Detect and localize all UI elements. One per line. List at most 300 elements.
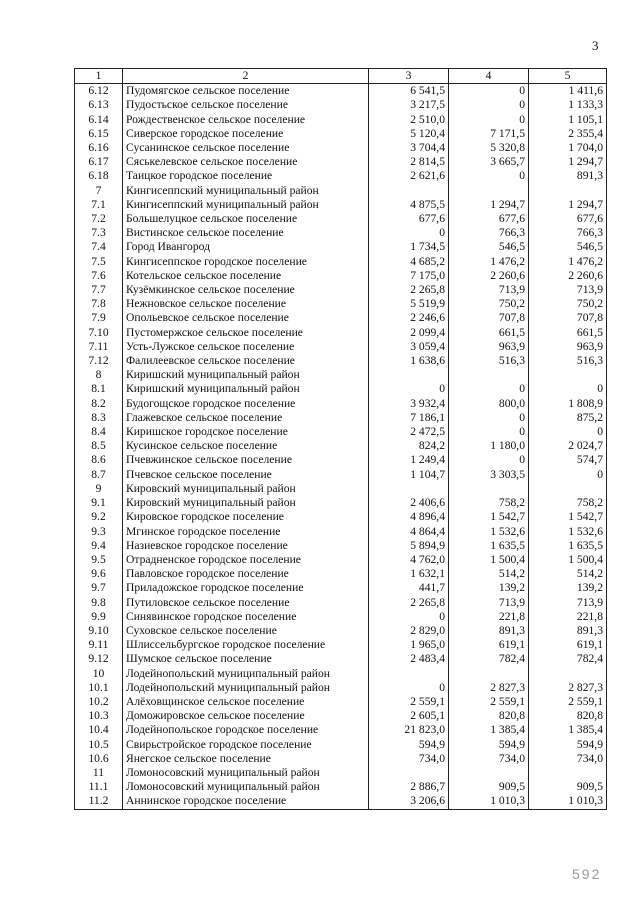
row-number: 9.2 <box>75 510 123 524</box>
row-number: 7.9 <box>75 311 123 325</box>
value-col-3: 3 206,6 <box>369 794 449 809</box>
row-number: 7.7 <box>75 283 123 297</box>
municipality-name: Пудомягское сельское поселение <box>123 84 369 99</box>
row-number: 7.3 <box>75 226 123 240</box>
row-number: 6.17 <box>75 155 123 169</box>
municipality-name: Сусанинское сельское поселение <box>123 141 369 155</box>
value-col-3: 441,7 <box>369 581 449 595</box>
header-cell: 1 <box>75 69 123 84</box>
value-col-5: 1 476,2 <box>529 255 607 269</box>
value-col-4: 766,3 <box>449 226 529 240</box>
value-col-4 <box>449 766 529 780</box>
row-number: 9.3 <box>75 525 123 539</box>
value-col-5: 1 010,3 <box>529 794 607 809</box>
value-col-4: 0 <box>449 98 529 112</box>
value-col-4: 516,3 <box>449 354 529 368</box>
row-number: 7.6 <box>75 269 123 283</box>
municipality-name: Киришский муниципальный район <box>123 368 369 382</box>
value-col-5: 1 635,5 <box>529 539 607 553</box>
municipality-name: Ломоносовский муниципальный район <box>123 766 369 780</box>
table-row <box>75 226 607 240</box>
value-col-5: 0 <box>529 425 607 439</box>
row-number: 7.5 <box>75 255 123 269</box>
value-col-4: 1 385,4 <box>449 723 529 737</box>
municipality-name: Нежновское сельское поселение <box>123 297 369 311</box>
value-col-3: 5 894,9 <box>369 539 449 553</box>
value-col-4: 1 532,6 <box>449 525 529 539</box>
value-col-5: 713,9 <box>529 596 607 610</box>
value-col-4: 1 010,3 <box>449 794 529 809</box>
row-number: 6.15 <box>75 127 123 141</box>
value-col-3: 4 864,4 <box>369 525 449 539</box>
table-row <box>75 723 607 737</box>
row-number: 11.1 <box>75 780 123 794</box>
table-row <box>75 482 607 496</box>
row-number: 9.1 <box>75 496 123 510</box>
value-col-5: 1 105,1 <box>529 113 607 127</box>
value-col-5: 2 827,3 <box>529 681 607 695</box>
value-col-5: 1 808,9 <box>529 397 607 411</box>
municipality-name: Рождественское сельское поселение <box>123 113 369 127</box>
value-col-3: 1 965,0 <box>369 638 449 652</box>
municipality-name: Будогощское городское поселение <box>123 397 369 411</box>
row-number: 10.3 <box>75 709 123 723</box>
municipality-name: Пустомержское сельское поселение <box>123 326 369 340</box>
value-col-3: 2 265,8 <box>369 596 449 610</box>
municipality-name: Назиевское городское поселение <box>123 539 369 553</box>
municipality-name: Синявинское городское поселение <box>123 610 369 624</box>
row-number: 7.2 <box>75 212 123 226</box>
value-col-5: 750,2 <box>529 297 607 311</box>
value-col-4: 707,8 <box>449 311 529 325</box>
municipality-name: Кировский муниципальный район <box>123 482 369 496</box>
table-row <box>75 155 607 169</box>
municipality-name: Сяськелевское сельское поселение <box>123 155 369 169</box>
value-col-3: 7 175,0 <box>369 269 449 283</box>
table-row <box>75 397 607 411</box>
table-row <box>75 624 607 638</box>
table-row <box>75 127 607 141</box>
municipality-name: Суховское сельское поселение <box>123 624 369 638</box>
value-col-5: 1 133,3 <box>529 98 607 112</box>
table-row <box>75 695 607 709</box>
municipality-name: Киришское городское поселение <box>123 425 369 439</box>
table-row <box>75 354 607 368</box>
municipality-name: Шумское сельское поселение <box>123 652 369 666</box>
municipality-name: Лодейнопольский муниципальный район <box>123 667 369 681</box>
table-row <box>75 525 607 539</box>
municipality-name: Кировское городское поселение <box>123 510 369 524</box>
municipality-name: Сиверское городское поселение <box>123 127 369 141</box>
row-number: 9.6 <box>75 567 123 581</box>
row-number: 8.3 <box>75 411 123 425</box>
municipality-name: Приладожское городское поселение <box>123 581 369 595</box>
table-row <box>75 297 607 311</box>
page-number: 3 <box>592 38 599 53</box>
municipality-name: Киришский муниципальный район <box>123 382 369 396</box>
value-col-3: 1 734,5 <box>369 240 449 254</box>
value-col-5: 758,2 <box>529 496 607 510</box>
value-col-4: 1 500,4 <box>449 553 529 567</box>
table-row <box>75 255 607 269</box>
value-col-4: 0 <box>449 84 529 99</box>
value-col-5 <box>529 368 607 382</box>
municipality-name: Аннинское городское поселение <box>123 794 369 809</box>
table-row <box>75 340 607 354</box>
header-cell: 3 <box>369 69 449 84</box>
municipality-name: Доможировское сельское поселение <box>123 709 369 723</box>
table-row <box>75 610 607 624</box>
value-col-5: 2 024,7 <box>529 439 607 453</box>
table-row <box>75 269 607 283</box>
value-col-3: 677,6 <box>369 212 449 226</box>
table-row <box>75 752 607 766</box>
table-row <box>75 169 607 183</box>
row-number: 10.6 <box>75 752 123 766</box>
row-number: 9.5 <box>75 553 123 567</box>
table-header-row <box>75 69 607 84</box>
row-number: 9.4 <box>75 539 123 553</box>
value-col-5: 0 <box>529 468 607 482</box>
row-number: 11 <box>75 766 123 780</box>
row-number: 7.12 <box>75 354 123 368</box>
archive-stamp: 592 <box>572 866 602 882</box>
municipality-name: Лодейнопольское городское поселение <box>123 723 369 737</box>
row-number: 10.5 <box>75 738 123 752</box>
value-col-4: 3 303,5 <box>449 468 529 482</box>
row-number: 9.11 <box>75 638 123 652</box>
row-number: 6.13 <box>75 98 123 112</box>
municipality-name: Опольевское сельское поселение <box>123 311 369 325</box>
value-col-3: 2 406,6 <box>369 496 449 510</box>
header-cell: 4 <box>449 69 529 84</box>
table-row <box>75 212 607 226</box>
value-col-4: 2 260,6 <box>449 269 529 283</box>
municipality-name: Фалилеевское сельское поселение <box>123 354 369 368</box>
row-number: 8 <box>75 368 123 382</box>
value-col-4 <box>449 184 529 198</box>
value-col-5: 766,3 <box>529 226 607 240</box>
table-row <box>75 738 607 752</box>
value-col-5: 2 260,6 <box>529 269 607 283</box>
table-row <box>75 638 607 652</box>
municipality-name: Таицкое городское поселение <box>123 169 369 183</box>
value-col-3: 734,0 <box>369 752 449 766</box>
value-col-4: 7 171,5 <box>449 127 529 141</box>
value-col-3: 594,9 <box>369 738 449 752</box>
table-row <box>75 496 607 510</box>
value-col-4: 221,8 <box>449 610 529 624</box>
municipality-name: Кузёмкинское сельское поселение <box>123 283 369 297</box>
value-col-3: 1 249,4 <box>369 453 449 467</box>
value-col-4: 661,5 <box>449 326 529 340</box>
municipality-name: Город Ивангород <box>123 240 369 254</box>
value-col-4 <box>449 368 529 382</box>
municipality-name: Пудостьское сельское поселение <box>123 98 369 112</box>
row-number: 9.12 <box>75 652 123 666</box>
value-col-3: 2 483,4 <box>369 652 449 666</box>
value-col-4: 734,0 <box>449 752 529 766</box>
table-row <box>75 596 607 610</box>
value-col-4: 1 180,0 <box>449 439 529 453</box>
value-col-5: 574,7 <box>529 453 607 467</box>
table-row <box>75 411 607 425</box>
municipality-name: Ломоносовский муниципальный район <box>123 780 369 794</box>
table-row <box>75 382 607 396</box>
value-col-4 <box>449 667 529 681</box>
value-col-4: 677,6 <box>449 212 529 226</box>
value-col-3: 3 704,4 <box>369 141 449 155</box>
value-col-3 <box>369 766 449 780</box>
municipality-name: Большелуцкое сельское поселение <box>123 212 369 226</box>
value-col-5: 1 532,6 <box>529 525 607 539</box>
value-col-3: 3 059,4 <box>369 340 449 354</box>
municipality-name: Кингисеппский муниципальный район <box>123 184 369 198</box>
value-col-3: 2 510,0 <box>369 113 449 127</box>
value-col-4: 820,8 <box>449 709 529 723</box>
row-number: 7.8 <box>75 297 123 311</box>
table-row <box>75 368 607 382</box>
value-col-3 <box>369 482 449 496</box>
value-col-5: 514,2 <box>529 567 607 581</box>
value-col-3: 2 886,7 <box>369 780 449 794</box>
value-col-5: 1 294,7 <box>529 155 607 169</box>
table-row <box>75 468 607 482</box>
table-row <box>75 567 607 581</box>
value-col-3: 2 472,5 <box>369 425 449 439</box>
municipality-name: Кировский муниципальный район <box>123 496 369 510</box>
municipality-name: Кусинское сельское поселение <box>123 439 369 453</box>
municipality-name: Алёховщинское сельское поселение <box>123 695 369 709</box>
municipality-name: Вистинское сельское поселение <box>123 226 369 240</box>
row-number: 11.2 <box>75 794 123 809</box>
value-col-4: 758,2 <box>449 496 529 510</box>
table-row <box>75 553 607 567</box>
value-col-4: 713,9 <box>449 596 529 610</box>
value-col-5: 713,9 <box>529 283 607 297</box>
value-col-3: 4 685,2 <box>369 255 449 269</box>
value-col-5: 619,1 <box>529 638 607 652</box>
value-col-3: 5 120,4 <box>369 127 449 141</box>
value-col-3: 1 638,6 <box>369 354 449 368</box>
value-col-4: 1 542,7 <box>449 510 529 524</box>
value-col-4: 594,9 <box>449 738 529 752</box>
table-row <box>75 240 607 254</box>
value-col-3: 6 541,5 <box>369 84 449 99</box>
table-row <box>75 709 607 723</box>
value-col-5: 891,3 <box>529 169 607 183</box>
header-cell: 2 <box>123 69 369 84</box>
municipality-name: Глажевское сельское поселение <box>123 411 369 425</box>
municipality-name: Мгинское городское поселение <box>123 525 369 539</box>
municipality-name: Янегское сельское поселение <box>123 752 369 766</box>
municipality-name: Пчевское сельское поселение <box>123 468 369 482</box>
table-row <box>75 780 607 794</box>
value-col-4: 0 <box>449 113 529 127</box>
table-row <box>75 198 607 212</box>
table-row <box>75 539 607 553</box>
value-col-5: 677,6 <box>529 212 607 226</box>
row-number: 10.4 <box>75 723 123 737</box>
value-col-5: 820,8 <box>529 709 607 723</box>
value-col-5 <box>529 667 607 681</box>
value-col-3: 1 104,7 <box>369 468 449 482</box>
row-number: 8.4 <box>75 425 123 439</box>
value-col-5: 875,2 <box>529 411 607 425</box>
value-col-3: 2 265,8 <box>369 283 449 297</box>
municipality-name: Котельское сельское поселение <box>123 269 369 283</box>
row-number: 8.6 <box>75 453 123 467</box>
table-row <box>75 652 607 666</box>
value-col-4: 2 559,1 <box>449 695 529 709</box>
value-col-3: 0 <box>369 610 449 624</box>
value-col-5: 1 294,7 <box>529 198 607 212</box>
table-row <box>75 141 607 155</box>
value-col-5: 139,2 <box>529 581 607 595</box>
table-row <box>75 510 607 524</box>
municipality-name: Отрадненское городское поселение <box>123 553 369 567</box>
row-number: 8.1 <box>75 382 123 396</box>
value-col-3: 2 246,6 <box>369 311 449 325</box>
row-number: 9 <box>75 482 123 496</box>
value-col-4: 782,4 <box>449 652 529 666</box>
value-col-5: 516,3 <box>529 354 607 368</box>
table-row <box>75 681 607 695</box>
value-col-3: 2 814,5 <box>369 155 449 169</box>
value-col-3: 4 896,4 <box>369 510 449 524</box>
value-col-5: 1 500,4 <box>529 553 607 567</box>
value-col-4 <box>449 482 529 496</box>
row-number: 6.18 <box>75 169 123 183</box>
value-col-4: 1 294,7 <box>449 198 529 212</box>
table-row <box>75 98 607 112</box>
row-number: 8.5 <box>75 439 123 453</box>
value-col-3: 4 762,0 <box>369 553 449 567</box>
row-number: 7.4 <box>75 240 123 254</box>
municipality-name: Пчевжинское сельское поселение <box>123 453 369 467</box>
value-col-3: 0 <box>369 681 449 695</box>
value-col-5: 963,9 <box>529 340 607 354</box>
municipality-name: Лодейнопольский муниципальный район <box>123 681 369 695</box>
table-row <box>75 667 607 681</box>
value-col-5: 1 385,4 <box>529 723 607 737</box>
table-row <box>75 184 607 198</box>
value-col-4: 619,1 <box>449 638 529 652</box>
value-col-3 <box>369 184 449 198</box>
row-number: 10.2 <box>75 695 123 709</box>
value-col-3: 3 217,5 <box>369 98 449 112</box>
header-cell: 5 <box>529 69 607 84</box>
value-col-5: 891,3 <box>529 624 607 638</box>
value-col-4: 0 <box>449 453 529 467</box>
value-col-4: 514,2 <box>449 567 529 581</box>
value-col-4: 750,2 <box>449 297 529 311</box>
value-col-5 <box>529 482 607 496</box>
budget-table <box>74 68 607 810</box>
value-col-3 <box>369 368 449 382</box>
value-col-5: 221,8 <box>529 610 607 624</box>
value-col-4: 909,5 <box>449 780 529 794</box>
value-col-4: 800,0 <box>449 397 529 411</box>
value-col-5 <box>529 184 607 198</box>
row-number: 9.10 <box>75 624 123 638</box>
municipality-name: Кингисеппское городское поселение <box>123 255 369 269</box>
value-col-3: 3 932,4 <box>369 397 449 411</box>
value-col-5: 2 559,1 <box>529 695 607 709</box>
row-number: 7.11 <box>75 340 123 354</box>
value-col-4: 2 827,3 <box>449 681 529 695</box>
value-col-4: 713,9 <box>449 283 529 297</box>
table-row <box>75 453 607 467</box>
value-col-5: 546,5 <box>529 240 607 254</box>
row-number: 10 <box>75 667 123 681</box>
row-number: 8.2 <box>75 397 123 411</box>
value-col-3: 2 099,4 <box>369 326 449 340</box>
row-number: 7.10 <box>75 326 123 340</box>
value-col-5: 1 704,0 <box>529 141 607 155</box>
value-col-4: 5 320,8 <box>449 141 529 155</box>
value-col-5: 707,8 <box>529 311 607 325</box>
row-number: 6.14 <box>75 113 123 127</box>
municipality-name: Шлиссельбургское городское поселение <box>123 638 369 652</box>
value-col-4: 139,2 <box>449 581 529 595</box>
value-col-4: 1 476,2 <box>449 255 529 269</box>
table-row <box>75 113 607 127</box>
value-col-3: 0 <box>369 382 449 396</box>
table-row <box>75 425 607 439</box>
value-col-3 <box>369 667 449 681</box>
row-number: 9.8 <box>75 596 123 610</box>
value-col-4: 891,3 <box>449 624 529 638</box>
table-row <box>75 794 607 809</box>
table-row <box>75 311 607 325</box>
value-col-5 <box>529 766 607 780</box>
row-number: 7 <box>75 184 123 198</box>
value-col-5: 1 411,6 <box>529 84 607 99</box>
value-col-5: 1 542,7 <box>529 510 607 524</box>
value-col-5: 782,4 <box>529 652 607 666</box>
row-number: 8.7 <box>75 468 123 482</box>
value-col-4: 0 <box>449 411 529 425</box>
table-row <box>75 766 607 780</box>
value-col-5: 661,5 <box>529 326 607 340</box>
value-col-4: 0 <box>449 382 529 396</box>
value-col-5: 909,5 <box>529 780 607 794</box>
row-number: 6.16 <box>75 141 123 155</box>
value-col-4: 0 <box>449 425 529 439</box>
value-col-3: 2 605,1 <box>369 709 449 723</box>
value-col-3: 2 829,0 <box>369 624 449 638</box>
value-col-4: 963,9 <box>449 340 529 354</box>
value-col-5: 2 355,4 <box>529 127 607 141</box>
table-row <box>75 581 607 595</box>
value-col-3: 2 621,6 <box>369 169 449 183</box>
value-col-3: 5 519,9 <box>369 297 449 311</box>
row-number: 10.1 <box>75 681 123 695</box>
municipality-name: Свирьстройское городское поселение <box>123 738 369 752</box>
row-number: 9.7 <box>75 581 123 595</box>
value-col-3: 1 632,1 <box>369 567 449 581</box>
value-col-4: 0 <box>449 169 529 183</box>
value-col-3: 7 186,1 <box>369 411 449 425</box>
value-col-3: 2 559,1 <box>369 695 449 709</box>
table-row <box>75 439 607 453</box>
row-number: 6.12 <box>75 84 123 99</box>
value-col-4: 3 665,7 <box>449 155 529 169</box>
table-row <box>75 283 607 297</box>
value-col-3: 0 <box>369 226 449 240</box>
municipality-name: Путиловское сельское поселение <box>123 596 369 610</box>
